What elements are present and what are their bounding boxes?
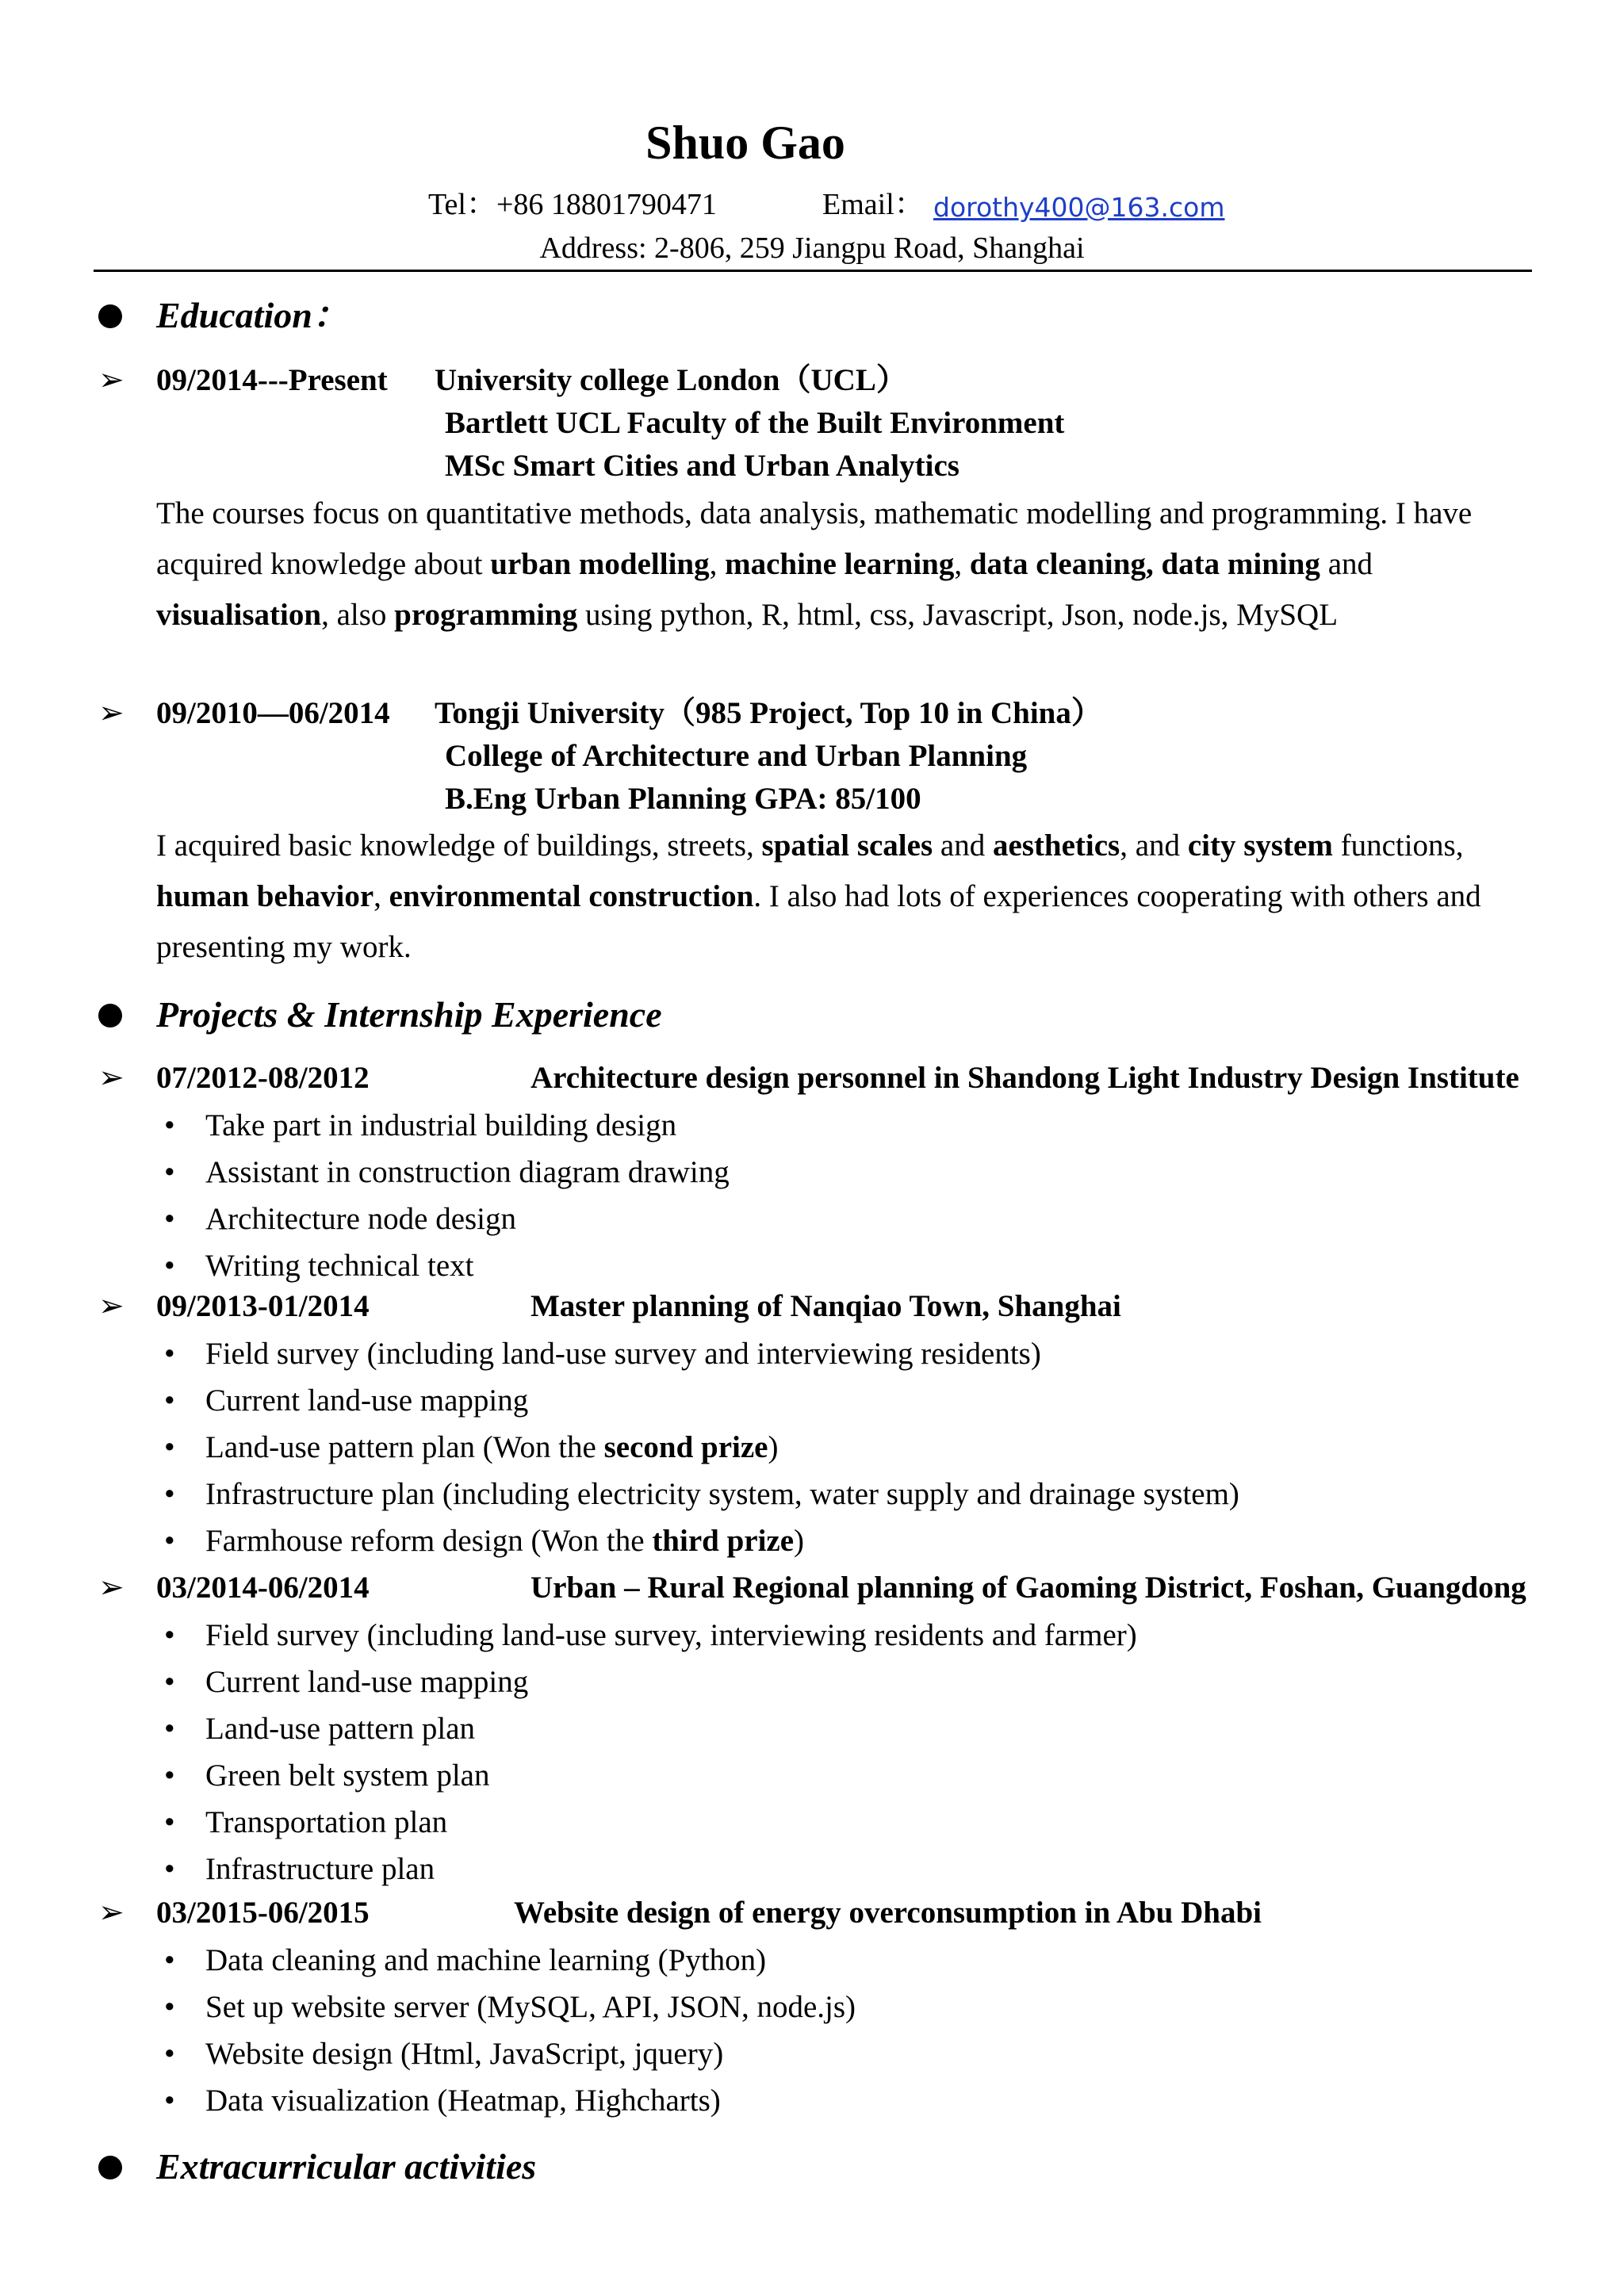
emphasis-text: data cleaning, data mining [969,547,1320,581]
list-item-text [205,1104,676,1148]
list-item-text [205,2032,723,2076]
entry-description [156,488,1536,641]
body-text: , [709,547,726,581]
body-text: using python, R, html, css, Javascript, Json, node.js, MySQL [577,598,1339,632]
body-text: functions, [1332,828,1464,863]
body-text: Take part in industrial building design [205,1108,677,1142]
arrow-bullet-icon: ➢ [98,1061,124,1095]
body-text: , [373,879,389,913]
body-text: Infrastructure plan (including electricity system, water supply and drainage system) [205,1477,1239,1511]
small-bullet-icon: • [164,1758,175,1793]
emphasis-text: spatial scales [761,828,933,863]
emphasis-text: third prize [652,1524,795,1558]
entry-date: 07/2012-08/2012 [156,1061,370,1095]
body-text: Set up website server (MySQL, API, JSON, node.js) [205,1990,856,2024]
section-title: Education： [156,295,349,335]
body-text: Transportation plan [205,1805,448,1839]
list-item-text [205,1379,528,1423]
small-bullet-icon: • [164,1108,175,1142]
body-text: Field survey (including land-use survey, interviewing residents and farmer) [205,1618,1137,1652]
entry-date: 03/2014-06/2014 [156,1571,370,1605]
list-item-text [205,1847,435,1892]
body-text: Farmhouse reform design (Won the [205,1524,653,1558]
small-bullet-icon: • [164,1430,175,1464]
section-title: Projects & Internship Experience [156,994,662,1035]
list-item-text [205,1707,475,1751]
body-text: The courses focus on quantitative methods, data analysis, mathematic modelling and programming. I have acquired knowledge about [156,496,1473,581]
entry-title: Master planning of Nanqiao Town, Shanghai [530,1289,1121,1323]
emphasis-text: programming [394,598,578,632]
entry-title: Architecture design personnel in Shandong Light Industry Design Institute [530,1061,1519,1095]
list-item-text [205,1425,779,1470]
body-text: , [954,547,970,581]
body-text: Green belt system plan [205,1758,490,1793]
emphasis-text: environmental construction [389,879,754,913]
address: Address: 2-806, 259 Jiangpu Road, Shanghai [539,232,1085,265]
body-text: Website design (Html, JavaScript, jquery) [205,2037,724,2071]
list-item-text [205,1197,516,1242]
emphasis-text: aesthetics [992,828,1120,863]
emphasis-text: machine learning [725,547,955,581]
phone-number: Tel：+86 18801790471 [428,188,717,221]
entry-faculty: College of Architecture and Urban Planning [445,739,1028,773]
body-text: Current land-use mapping [205,1665,529,1699]
section-title: Extracurricular activities [156,2146,537,2187]
body-text: Data cleaning and machine learning (Python) [205,1943,767,1977]
small-bullet-icon: • [164,1249,175,1283]
entry-date: 09/2013-01/2014 [156,1289,370,1323]
small-bullet-icon: • [164,1202,175,1236]
body-text: Land-use pattern plan (Won the [205,1430,604,1464]
small-bullet-icon: • [164,1383,175,1418]
list-item-text [205,1754,489,1798]
list-item-text [205,1519,804,1563]
list-item-text [205,1660,528,1705]
arrow-bullet-icon: ➢ [98,696,124,730]
body-text: ) [794,1524,805,1558]
small-bullet-icon: • [164,1990,175,2024]
bullet-dot-icon [98,2156,122,2179]
list-item-text [205,1985,856,2030]
body-text: ) [768,1430,779,1464]
body-text: Writing technical text [205,1249,474,1283]
entry-date: 09/2014---Present [156,363,388,397]
small-bullet-icon: • [164,1712,175,1746]
emphasis-text: city system [1187,828,1333,863]
email-link[interactable]: dorothy400@163.com [933,192,1225,223]
list-item-text [205,1332,1041,1376]
entry-date: 09/2010—06/2014 [156,696,390,730]
small-bullet-icon: • [164,1524,175,1558]
body-text: Infrastructure plan [205,1852,435,1886]
entry-description [156,821,1536,973]
entry-school: Tongji University（985 Project, Top 10 in China） [435,696,1102,730]
body-text: I acquired basic knowledge of buildings, streets, [156,828,762,863]
body-text: and [933,828,993,863]
arrow-bullet-icon: ➢ [98,1571,124,1605]
small-bullet-icon: • [164,1665,175,1699]
small-bullet-icon: • [164,1155,175,1189]
entry-title: Urban – Rural Regional planning of Gaoming District, Foshan, Guangdong [530,1571,1526,1605]
body-text: Architecture node design [205,1202,517,1236]
body-text: and [1320,547,1373,581]
small-bullet-icon: • [164,1618,175,1652]
entry-title: Website design of energy overconsumption in Abu Dhabi [514,1896,1262,1930]
list-item-text [205,2079,721,2123]
body-text: Assistant in construction diagram drawing [205,1155,730,1189]
list-item-text [205,1244,473,1288]
emphasis-text: urban modelling [490,547,710,581]
arrow-bullet-icon: ➢ [98,363,124,397]
body-text: Data visualization (Heatmap, Highcharts) [205,2084,721,2118]
small-bullet-icon: • [164,1337,175,1371]
arrow-bullet-icon: ➢ [98,1896,124,1930]
small-bullet-icon: • [164,1805,175,1839]
small-bullet-icon: • [164,1477,175,1511]
entry-degree: MSc Smart Cities and Urban Analytics [445,449,959,483]
list-item-text [205,1613,1137,1658]
email-label: Email： [822,188,925,221]
body-text: Land-use pattern plan [205,1712,476,1746]
emphasis-text: visualisation [156,598,322,632]
list-item-text [205,1150,730,1195]
small-bullet-icon: • [164,1852,175,1886]
entry-date: 03/2015-06/2015 [156,1896,370,1930]
list-item-text [205,1800,447,1845]
body-text: , also [321,598,395,632]
body-text: Field survey (including land-use survey and interviewing residents) [205,1337,1041,1371]
list-item-text [205,1472,1239,1517]
body-text: , and [1120,828,1188,863]
body-text: . I also had lots of experiences cooperating with others and presenting my work. [156,879,1481,964]
header-divider [94,270,1532,272]
emphasis-text: second prize [603,1430,768,1464]
bullet-dot-icon [98,304,122,328]
resume-name: Shuo Gao [645,117,845,169]
entry-degree: B.Eng Urban Planning GPA: 85/100 [445,782,921,816]
body-text: Current land-use mapping [205,1383,529,1418]
bullet-dot-icon [98,1004,122,1027]
small-bullet-icon: • [164,2037,175,2071]
entry-school: University college London（UCL） [435,363,907,397]
small-bullet-icon: • [164,2084,175,2118]
emphasis-text: human behavior [156,879,374,913]
small-bullet-icon: • [164,1943,175,1977]
arrow-bullet-icon: ➢ [98,1289,124,1323]
list-item-text [205,1938,766,1983]
entry-faculty: Bartlett UCL Faculty of the Built Environment [445,406,1065,440]
